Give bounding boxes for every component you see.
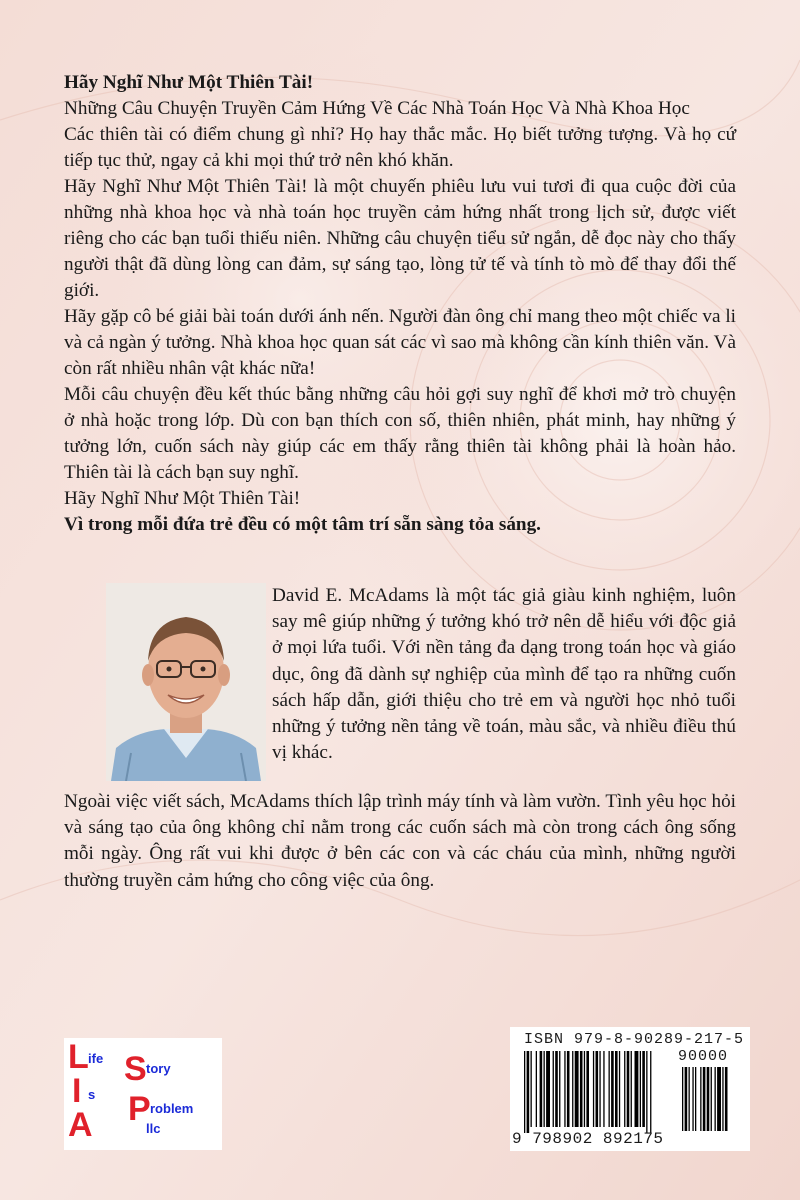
barcode-digits: 9 798902 892175: [512, 1130, 664, 1148]
logo-letter-l: L: [68, 1038, 89, 1076]
title-repeat: Hãy Nghĩ Như Một Thiên Tài!: [64, 488, 301, 509]
logo-word-ife: ife: [88, 1051, 104, 1066]
description-paragraph-1: Các thiên tài có điểm chung gì nhỉ? Họ hay thắc mắc. Họ biết tưởng tượng. Và họ cứ tiếp tục thử, ngay cả khi mọi thứ trở nên khó khăn.: [64, 124, 736, 171]
logo-letter-s: S: [124, 1050, 147, 1088]
description-paragraph-2: Hãy Nghĩ Như Một Thiên Tài! là một chuyến phiêu lưu vui tươi đi qua cuộc đời của những nhà khoa học và nhà toán học truyền cảm hứng nhất trong lịch sử, được viết riêng cho các bạn tuổi thiếu niên. Những câu chuyện tiểu sử ngắn, dễ đọc này cho thấy người thật đã dùng lòng can đảm, sự sáng tạo, lòng tử tế và tính tò mò để thay đổi thế giới.: [64, 176, 736, 301]
description-paragraph-4: Mỗi câu chuyện đều kết thúc bằng những câu hỏi gợi suy nghĩ để khơi mở trò chuyện ở nhà hoặc trong lớp. Dù con bạn thích con số, thiên nhiên, phát minh, hay những ý tưởng lớn, cuốn sách này giúp các em thấy rằng thiên tài không phải là hoàn hảo. Thiên tài là cách bạn suy nghĩ.: [64, 384, 736, 483]
book-subtitle: Những Câu Chuyện Truyền Cảm Hứng Về Các Nhà Toán Học Và Nhà Khoa Học: [64, 98, 690, 119]
description-block: [64, 70, 736, 538]
publisher-logo: [64, 1038, 222, 1150]
isbn-label: ISBN 979-8-90289-217-5: [524, 1031, 745, 1048]
author-bio-2: Ngoài việc viết sách, McAdams thích lập trình máy tính và làm vườn. Tình yêu học hỏi và sáng tạo của ông không chỉ nằm trong các cuốn sách mà còn trong cách ông sống mỗi ngày. Ông rất vui khi được ở bên các con và các cháu của mình, những người thường truyền cảm hứng cho công việc của ông.: [64, 791, 736, 891]
logo-word-s: s: [88, 1087, 96, 1102]
author-photo: [106, 583, 266, 781]
book-title: Hãy Nghĩ Như Một Thiên Tài!: [64, 72, 314, 93]
logo-word-roblem: roblem: [150, 1101, 194, 1116]
logo-letter-p: P: [128, 1090, 151, 1128]
logo-word-llc: llc: [146, 1121, 161, 1136]
logo-letter-a: A: [68, 1106, 93, 1144]
author-bio-1: David E. McAdams là một tác giả giàu kinh nghiệm, luôn say mê giúp những ý tưởng khó trở nên dễ hiểu với độc giả ở mọi lứa tuổi. Với nền tảng đa dạng trong toán học và giáo dục, ông đã dành sự nghiệp của mình để tạo ra những cuốn sách hấp dẫn, giới thiệu cho trẻ em và người học nhỏ tuổi những ý tưởng nền tảng về toán, màu sắc, và nhiều điều thú vị khác.: [272, 585, 736, 764]
description-paragraph-3: Hãy gặp cô bé giải bài toán dưới ánh nến. Người đàn ông chỉ mang theo một chiếc va li và cả ngàn ý tưởng. Nhà khoa học quan sát các vì sao mà không cần kính thiên văn. Và còn rất nhiều nhân vật khác nữa!: [64, 306, 736, 379]
closing-line: Vì trong mỗi đứa trẻ đều có một tâm trí sẵn sàng tỏa sáng.: [64, 514, 541, 535]
logo-letter-i: I: [72, 1072, 82, 1110]
isbn-barcode: [510, 1027, 750, 1151]
logo-word-tory: tory: [146, 1061, 171, 1076]
barcode-addon-code: 90000: [677, 1048, 728, 1065]
